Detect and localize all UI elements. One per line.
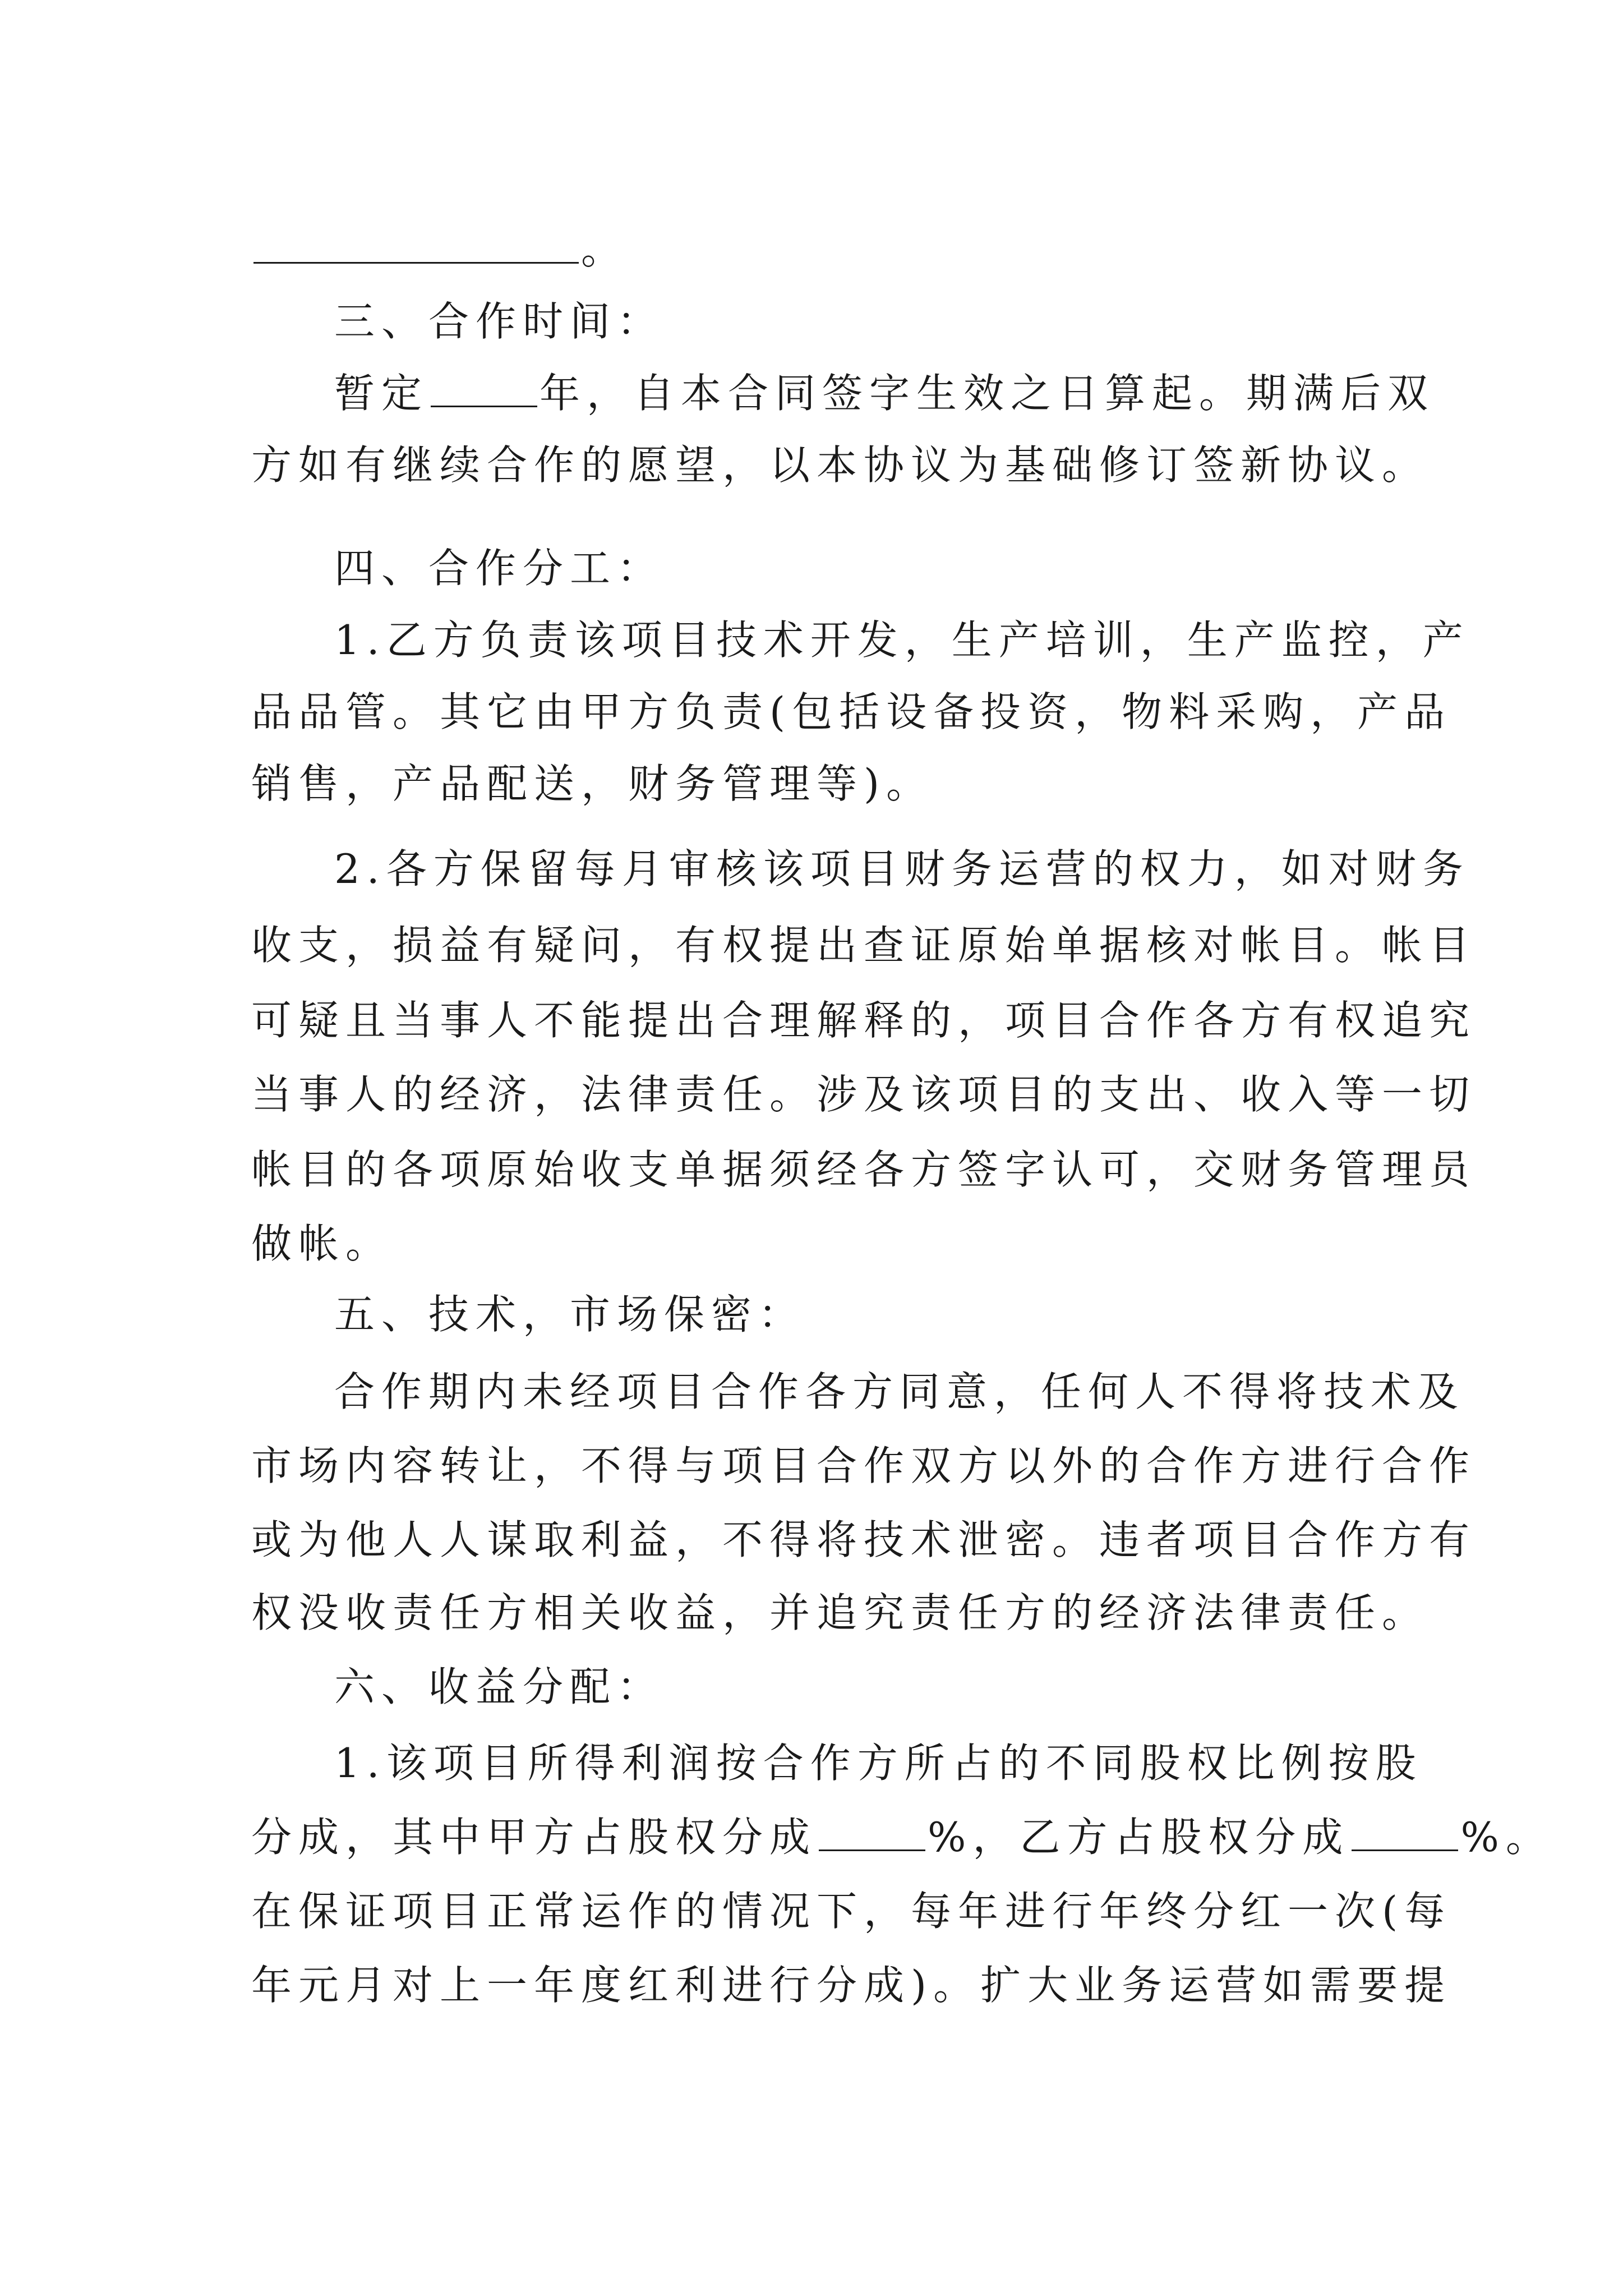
line-text: 帐目的各项原始收支单据须经各方签字认可，交财务管理员 bbox=[251, 1146, 1477, 1193]
line-text: 四、合作分工： bbox=[334, 545, 665, 592]
line-text: 2.各方保留每月审核该项目财务运营的权力，如对财务 bbox=[334, 845, 1470, 892]
line-text: 做帐。 bbox=[251, 1220, 393, 1267]
line-text: 1.乙方负责该项目技术开发，生产培训，生产监控，产 bbox=[334, 616, 1470, 664]
line-text: 品品管。其它由甲方负责(包括设备投资，物料采购，产品 bbox=[251, 688, 1452, 735]
line-text: %，乙方占股权分成 bbox=[928, 1814, 1350, 1861]
paragraph-line bbox=[251, 687, 1452, 737]
paragraph-line bbox=[251, 1588, 1440, 1638]
fill-blank-party-a-share[interactable] bbox=[819, 1815, 925, 1851]
line-blank-period bbox=[251, 224, 1440, 275]
fill-blank[interactable] bbox=[253, 227, 579, 264]
fill-blank-years[interactable] bbox=[431, 371, 537, 407]
line-text: 在保证项目正常运作的情况下，每年进行年终分红一次(每 bbox=[251, 1888, 1452, 1935]
line-text: 方如有继续合作的愿望，以本协议为基础修订签新协议。 bbox=[251, 441, 1430, 489]
line-text: 权没收责任方相关收益，并追究责任方的经济法律责任。 bbox=[251, 1589, 1430, 1636]
paragraph-line bbox=[251, 995, 1477, 1046]
section-heading-cooperation-time bbox=[334, 296, 1440, 347]
line-text: 年元月对上一年度红利进行分成)。扩大业务运营如需要提 bbox=[251, 1962, 1452, 2009]
line-text: 可疑且当事人不能提出合理解释的，项目合作各方有权追究 bbox=[251, 997, 1477, 1044]
line-text: 1.该项目所得利润按合作方所占的不同股权比例按股 bbox=[334, 1740, 1423, 1787]
paragraph-line bbox=[251, 1218, 1440, 1269]
line-text: 市场内容转让，不得与项目合作双方以外的合作方进行合作 bbox=[251, 1442, 1477, 1489]
paragraph-line bbox=[251, 1441, 1477, 1491]
fill-blank-party-b-share[interactable] bbox=[1352, 1815, 1458, 1851]
paragraph-line bbox=[334, 1738, 1440, 1788]
line-text: 合作期内未经项目合作各方同意，任何人不得将技术及 bbox=[334, 1368, 1465, 1415]
line-text: 当事人的经济，法律责任。涉及该项目的支出、收入等一切 bbox=[251, 1071, 1477, 1118]
paragraph-line bbox=[251, 1069, 1477, 1120]
paragraph-line bbox=[334, 844, 1470, 894]
section-heading-profit-distribution bbox=[334, 1662, 1440, 1712]
paragraph-line bbox=[251, 440, 1440, 490]
line-text: 销售，产品配送，财务管理等)。 bbox=[251, 760, 934, 807]
line-text: 分成，其中甲方占股权分成 bbox=[251, 1814, 817, 1861]
line-text: %。 bbox=[1460, 1814, 1553, 1861]
paragraph-line bbox=[251, 1515, 1477, 1565]
paragraph-line bbox=[251, 1886, 1452, 1936]
section-heading-division-of-labor bbox=[334, 543, 1440, 593]
line-text: 年，自本合同签字生效之日算起。期满后双 bbox=[540, 370, 1435, 417]
paragraph-line-share-ratio bbox=[251, 1812, 1553, 1862]
line-text: 三、合作时间： bbox=[334, 298, 665, 345]
paragraph-line bbox=[251, 920, 1477, 970]
line-text: 。 bbox=[581, 226, 629, 273]
section-heading-confidentiality bbox=[334, 1289, 1440, 1340]
paragraph-line bbox=[334, 368, 1440, 418]
paragraph-line bbox=[251, 758, 1440, 809]
line-text: 五、技术，市场保密： bbox=[334, 1291, 806, 1338]
line-text: 六、收益分配： bbox=[334, 1663, 665, 1710]
paragraph-line bbox=[251, 1960, 1452, 2010]
paragraph-line bbox=[251, 1144, 1477, 1195]
line-text: 收支，损益有疑问，有权提出查证原始单据核对帐目。帐目 bbox=[251, 922, 1477, 969]
line-text: 暂定 bbox=[334, 370, 429, 417]
paragraph-line bbox=[334, 1366, 1465, 1417]
line-text: 或为他人人谋取利益，不得将技术泄密。违者项目合作方有 bbox=[251, 1516, 1477, 1563]
paragraph-line bbox=[334, 615, 1470, 665]
